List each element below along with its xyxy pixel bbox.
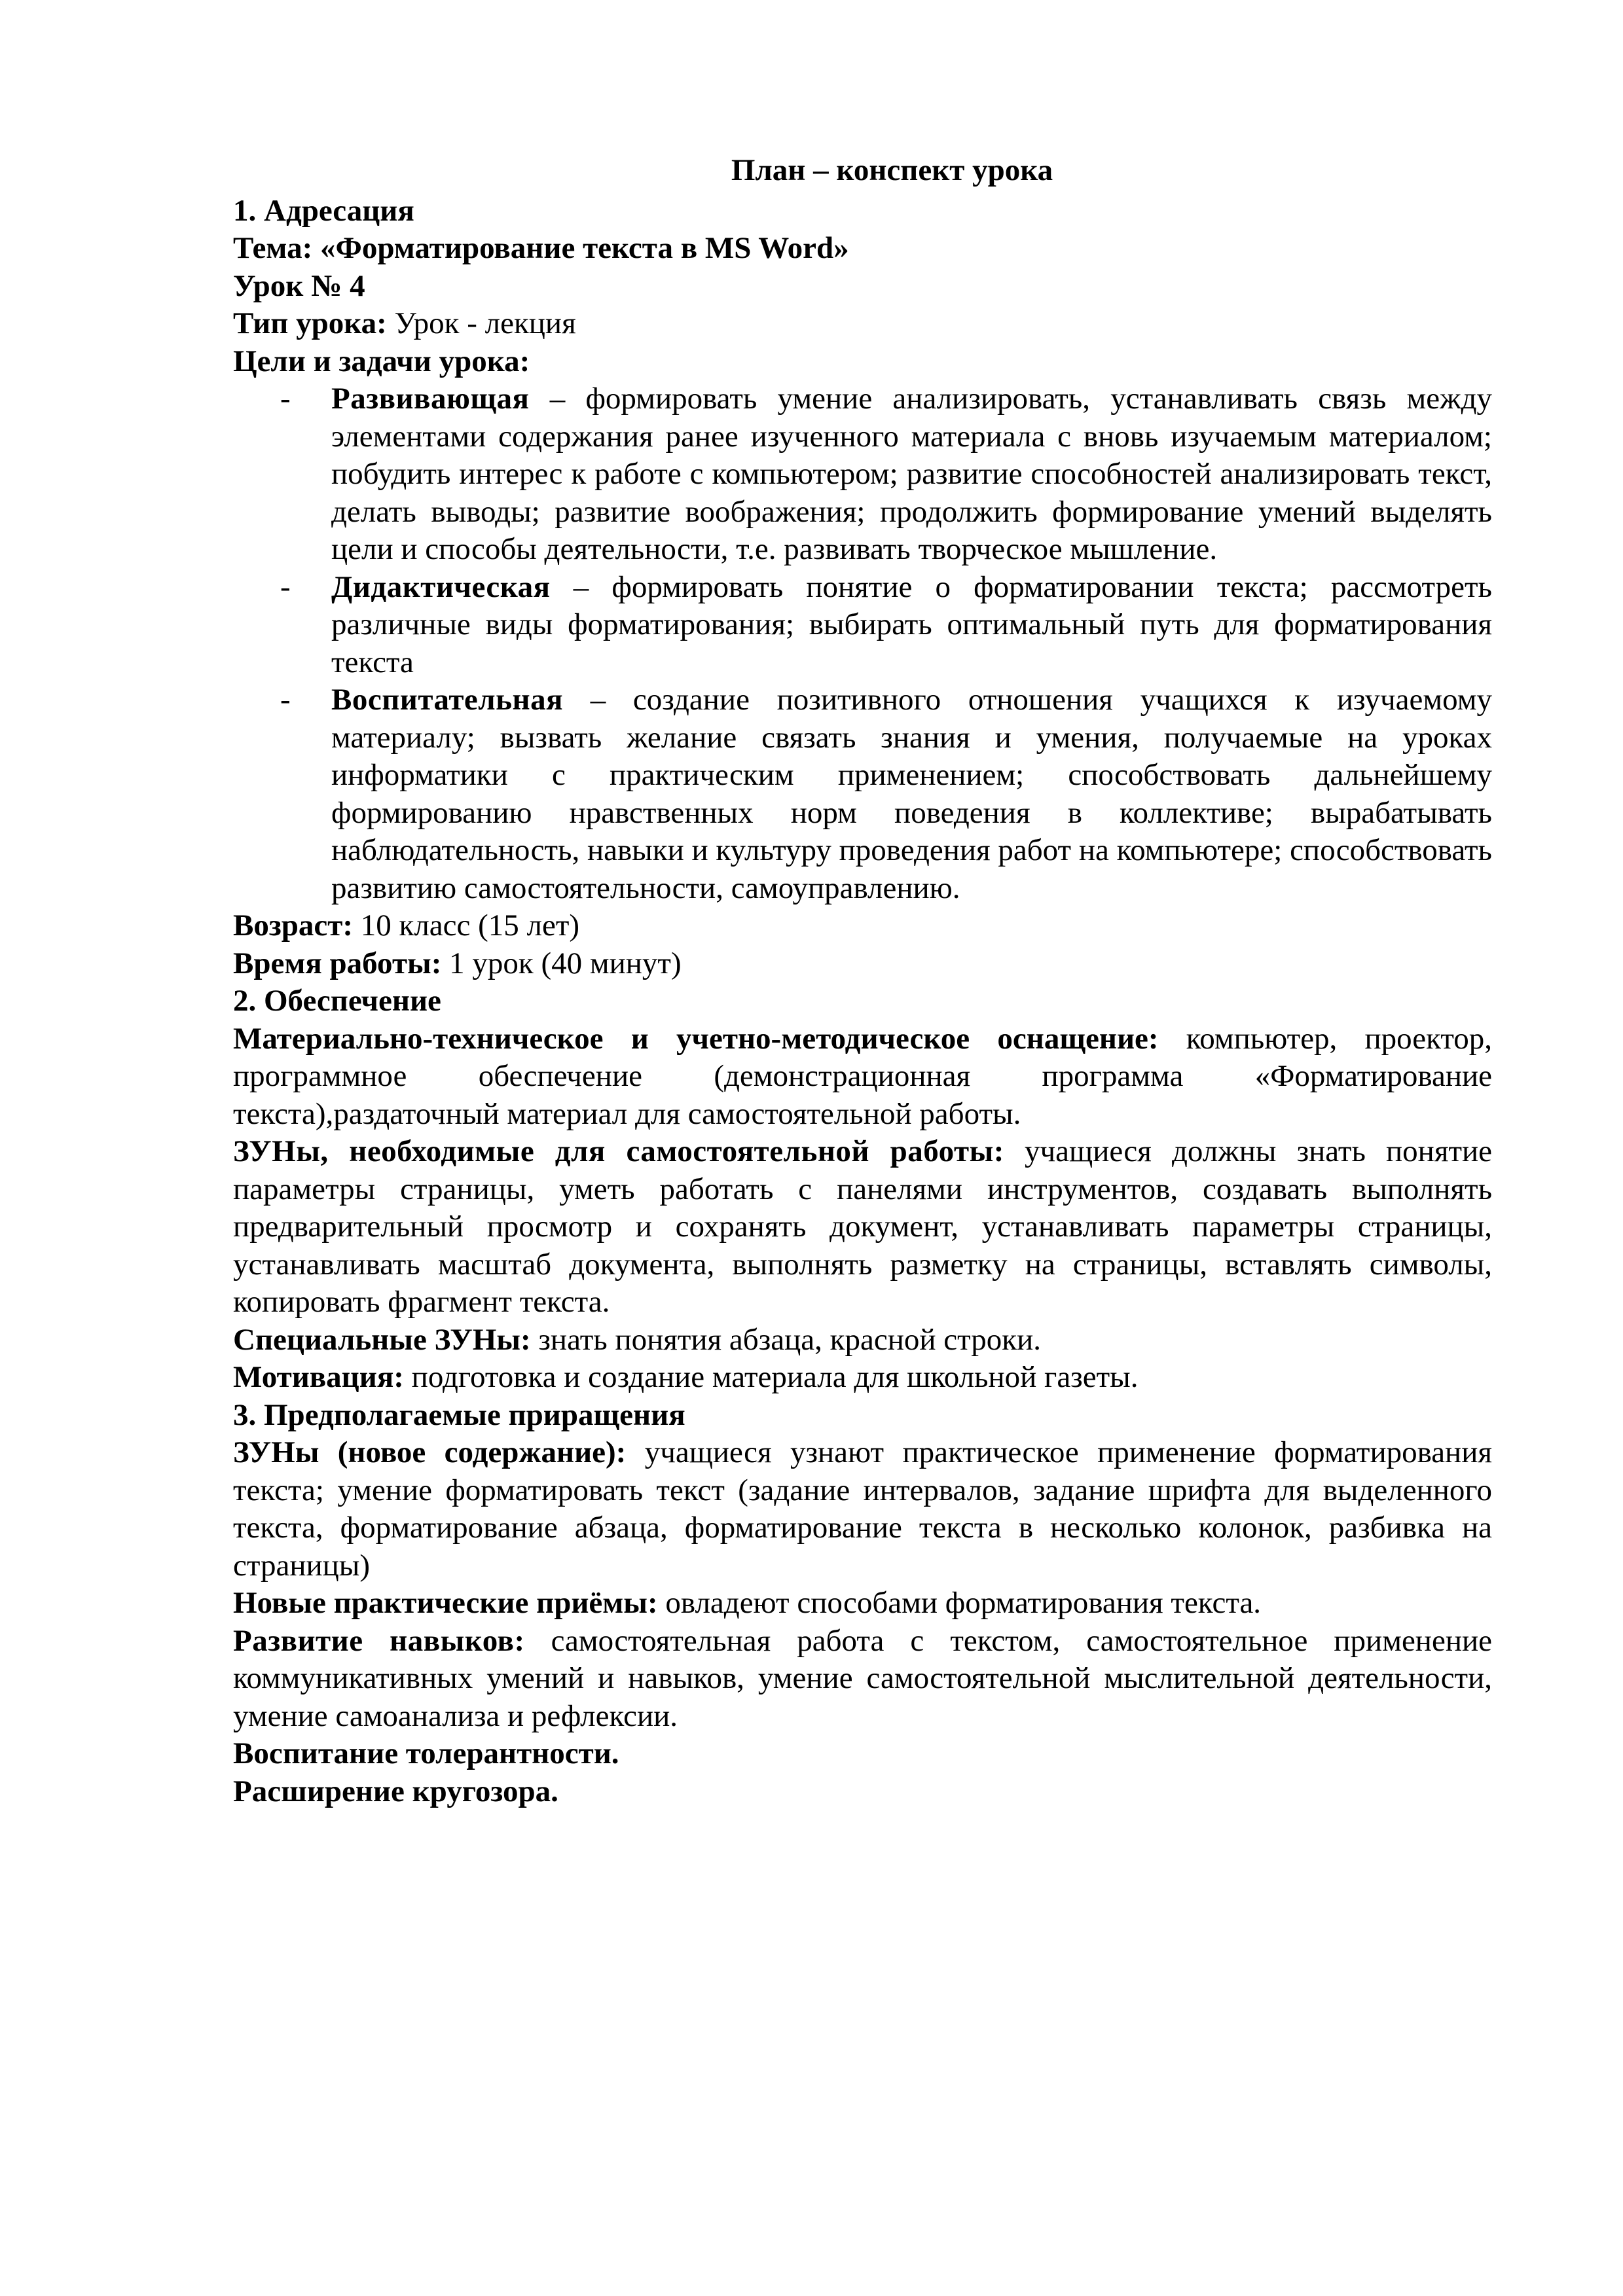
new-methods-label: Новые практические приёмы: xyxy=(233,1586,658,1620)
list-dash: - xyxy=(280,683,291,717)
motivation-value: подготовка и создание материала для школьной газеты. xyxy=(403,1360,1139,1394)
zun-new-paragraph xyxy=(233,1434,1492,1585)
lesson-type-line xyxy=(233,305,1492,343)
lesson-number: Урок № 4 xyxy=(233,268,365,303)
new-methods-value: овладеют способами форматирования текста. xyxy=(657,1586,1262,1620)
zun-new-label: ЗУНы (новое содержание): xyxy=(233,1435,627,1469)
goal-text: – формировать умение анализировать, устанавливать связь между элементами содержания ранее изученного материала с вновь изучаемым материалом; побудить интерес к работе с компьютером; развитие способностей анализировать текст, делать выводы; развитие воображения; продолжить формирование умений выделять цели и способы деятельности, т.е. развивать творческое мышление. xyxy=(331,382,1492,566)
age-line xyxy=(233,907,1492,945)
goal-item-educational xyxy=(233,681,1492,907)
goal-label: Воспитательная xyxy=(331,683,563,717)
time-value: 1 урок (40 минут) xyxy=(441,946,682,980)
lesson-type-label: Тип урока: xyxy=(233,306,387,340)
equipment-label: Материально-техническое и учетно-методическое оснащение: xyxy=(233,1021,1159,1056)
document-title: План – конспект урока xyxy=(731,153,1053,187)
goal-text: – создание позитивного отношения учащихся к изучаемому материалу; вызвать желание связать знания и умения, получаемые на уроках информатики с практическим применением; способствовать дальнейшему формированию нравственных норм поведения в коллективе; вырабатывать наблюдательность, навыки и культуру проведения работ на компьютере; способствовать развитию самостоятельности, самоуправлению. xyxy=(331,683,1492,905)
topic-line xyxy=(233,230,1492,268)
skills-value: самостоятельная работа с текстом, самостоятельное применение коммуникативных умений и навыков, умение самостоятельной мыслительной деятельности, умение самоанализа и рефлексии. xyxy=(233,1623,1492,1733)
zun-special-value: знать понятия абзаца, красной строки. xyxy=(530,1322,1041,1357)
goals-heading: Цели и задачи урока: xyxy=(233,344,530,378)
age-label: Возраст: xyxy=(233,908,353,942)
goal-text: – формировать понятие о форматировании текста; рассмотреть различные виды форматирования; выбирать оптимальный путь для форматирования текста xyxy=(331,569,1492,679)
skills-paragraph xyxy=(233,1623,1492,1736)
goal-label: Развивающая xyxy=(331,382,530,416)
equipment-paragraph xyxy=(233,1020,1492,1134)
zun-new-value: учащиеся узнают практическое применение форматирования текста; умение форматировать текст (задание интервалов, задание шрифта для выделенного текста, форматирование абзаца, форматирование текста в несколько колонок, разбивка на страницы) xyxy=(233,1435,1492,1583)
zun-special-line xyxy=(233,1321,1492,1359)
section-3-heading: 3. Предполагаемые приращения xyxy=(233,1397,685,1432)
goals-list xyxy=(233,380,1492,907)
goal-item-didactic xyxy=(233,569,1492,682)
motivation-label: Мотивация: xyxy=(233,1360,404,1394)
motivation-line xyxy=(233,1359,1492,1397)
goal-label: Дидактическая xyxy=(331,569,551,604)
time-label: Время работы: xyxy=(233,946,442,980)
list-dash: - xyxy=(280,382,291,416)
zun-required-label: ЗУНы, необходимые для самостоятельной работы: xyxy=(233,1134,1004,1168)
zun-special-label: Специальные ЗУНы: xyxy=(233,1322,531,1357)
equipment-value: компьютер, проектор, программное обеспечение (демонстрационная программа «Форматирование текста),раздаточный материал для самостоятельной работы. xyxy=(233,1021,1492,1131)
topic-value: «Форматирование текста в MS Word» xyxy=(320,231,849,265)
new-methods-line xyxy=(233,1585,1492,1623)
goal-item-developing xyxy=(233,380,1492,569)
section-2-heading: 2. Обеспечение xyxy=(233,984,441,1018)
tolerance-line: Воспитание толерантности. xyxy=(233,1736,619,1770)
skills-label: Развитие навыков: xyxy=(233,1623,525,1658)
outlook-line: Расширение кругозора. xyxy=(233,1774,558,1808)
zun-required-paragraph xyxy=(233,1133,1492,1321)
age-value: 10 класс (15 лет) xyxy=(352,908,580,942)
list-dash: - xyxy=(280,569,291,604)
section-1-heading: 1. Адресация xyxy=(233,193,414,228)
time-line xyxy=(233,945,1492,983)
lesson-type-value: Урок - лекция xyxy=(394,306,576,340)
zun-required-value: учащиеся должны знать понятие параметры страницы, уметь работать с панелями инструментов, создавать выполнять предварительный просмотр и сохранять документ, устанавливать параметры страницы, устанавливать масштаб документа, выполнять разметку на страницы, вставлять символы, копировать фрагмент текста. xyxy=(233,1134,1492,1319)
topic-label: Тема: xyxy=(233,231,313,265)
